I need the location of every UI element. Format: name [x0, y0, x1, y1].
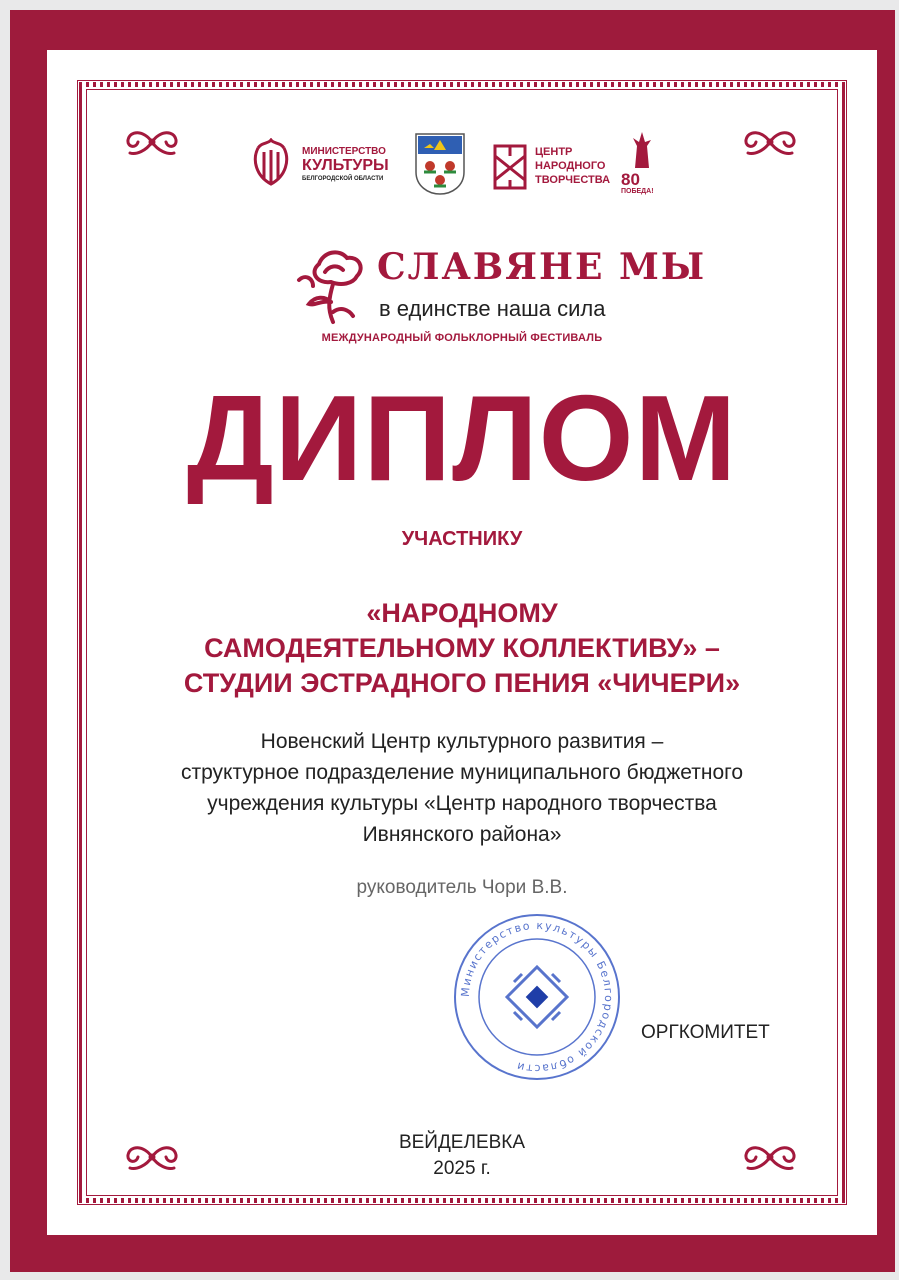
- festival-name: СЛАВЯНЕ МЫ: [377, 246, 707, 288]
- stamp-outer-text: Министерство культуры Белгородской области: [458, 918, 616, 1076]
- recipient-line1: «НАРОДНОМУ: [366, 598, 558, 628]
- ministry-name-line2: КУЛЬТУРЫ: [302, 157, 389, 174]
- ministry-logo: [250, 138, 400, 198]
- organization-line2: структурное подразделение муниципального бюджетного: [180, 761, 744, 784]
- lyre-icon: [250, 138, 292, 190]
- victory-80-logo: [619, 130, 663, 200]
- coat-of-arms-logo: [414, 132, 466, 196]
- organization-line3: учреждения культуры «Центр народного творчества: [207, 792, 717, 815]
- victory-word: ПОБЕДА!: [621, 188, 654, 195]
- leader-name: руководитель Чори В.В.: [356, 877, 568, 898]
- signature-label: ОРГКОМИТЕТ: [641, 1022, 770, 1043]
- festival-subtitle: МЕЖДУНАРОДНЫЙ ФОЛЬКЛОРНЫЙ ФЕСТИВАЛЬ: [321, 332, 603, 344]
- diploma-frame: [10, 10, 895, 1272]
- center-name-line2: НАРОДНОГО: [535, 160, 606, 172]
- recipient-line3: СТУДИИ ЭСТРАДНОГО ПЕНИЯ «ЧИЧЕРИ»: [183, 668, 741, 698]
- diploma-sheet: [47, 50, 877, 1235]
- organization-line1: Новенский Центр культурного развития –: [260, 730, 664, 753]
- coat-of-arms-icon: [414, 132, 466, 196]
- victory-number: 80: [621, 170, 640, 189]
- monument-icon: [627, 130, 657, 170]
- flower-icon: [295, 242, 371, 328]
- city: ВЕЙДЕЛЕВКА: [398, 1132, 526, 1153]
- center-name-line1: ЦЕНТР: [535, 146, 573, 158]
- festival-slogan: в единстве наша сила: [379, 296, 606, 321]
- folk-pattern-icon: [491, 142, 529, 192]
- ministry-name-line1: МИНИСТЕРСТВО: [302, 146, 386, 157]
- year: 2025 г.: [433, 1158, 491, 1179]
- diploma-title: ДИПЛОМ: [186, 370, 738, 506]
- center-name-line3: ТВОРЧЕСТВА: [535, 174, 611, 186]
- ministry-name-line3: БЕЛГОРОДСКОЙ ОБЛАСТИ: [302, 176, 384, 182]
- recipient-line2: САМОДЕЯТЕЛЬНОМУ КОЛЛЕКТИВУ» –: [204, 633, 720, 663]
- recipient-label: УЧАСТНИКУ: [401, 528, 523, 550]
- corner-ornament-top-left: [122, 125, 182, 159]
- corner-ornament-top-right: [740, 125, 800, 159]
- folk-center-logo: [491, 142, 611, 202]
- organization-line4: Ивнянского района»: [362, 823, 562, 846]
- official-stamp: [452, 912, 622, 1082]
